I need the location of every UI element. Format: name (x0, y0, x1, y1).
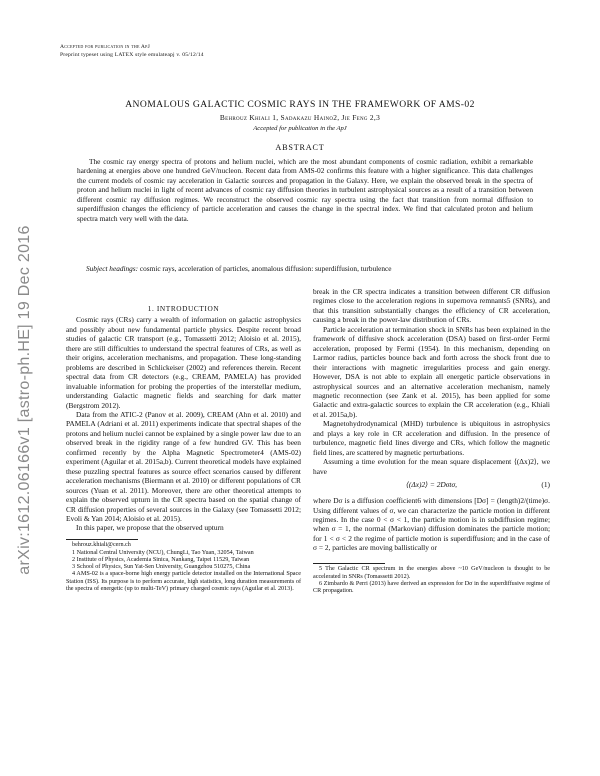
right-footnote-rule (313, 563, 385, 564)
footnote-4: 4 AMS-02 is a space-borne high energy particle detector installed on the International Space Station (ISS). Its purpose is to perform accurate, high statistics, long duration measurements of the spectra of energetic (up to multi-TeV) primary charged cosmic rays (Aguilar et al. 2013). (66, 571, 301, 592)
right-paragraph-3: Magnetohydrodynamical (MHD) turbulence is ubiquitous in astrophysics and plays a key role in CR acceleration and diffusion. In the presence of turbulence, magnetic field lines diverge and CRs, which follow the magnetic field lines, are scattered by magnetic perturbations. (313, 419, 550, 457)
subject-headings-label: Subject headings: (86, 264, 139, 273)
footnote-1: 1 National Central University (NCU), ChungLi, Tao Yuan, 32054, Taiwan (72, 549, 254, 556)
left-footnotes (66, 542, 301, 593)
right-footnotes (313, 566, 550, 595)
equation-1-number: (1) (541, 480, 550, 490)
abstract-heading: ABSTRACT (275, 143, 325, 152)
right-column (313, 287, 550, 595)
footnote-email[interactable]: behrouz.khiali@cern.ch (72, 542, 131, 549)
right-paragraph-1: break in the CR spectra indicates a transition between different CR diffusion regimes close to the acceleration regions in supernova remnants5 (SNRs), and that this transition substantially changes the efficiency of CR acceleration, causing a break in the power-law distribution of CRs. (313, 287, 550, 325)
journal-status-line: Accepted for publication in the ApJ (60, 44, 150, 50)
footnote-5: 5 The Galactic CR spectrum in the energies above ~10 GeV/nucleon is thought to be accelerated in SNRs (Tomassetti 2012). (313, 566, 550, 580)
abstract-text: The cosmic ray energy spectra of protons and helium nuclei, which are the most abundant components of cosmic radiation, exhibit a remarkable hardening at energies above one hundred GeV/nucleon. Recent data from AMS-02 confirms this feature with a higher significance. This data challenges the current models of cosmic ray acceleration in Galactic sources and propagation in the Galaxy. Here, we explain the observed break in the spectra of proton and helium nuclei in light of recent advances of cosmic ray diffusion theories in turbulent astrophysical sources as a result of a transition between different cosmic ray diffusion regimes. We reconstruct the observed cosmic ray spectra using the fact that transition from normal diffusion to superdiffusion changes the efficiency of particle acceleration and causes the change in the spectral index. We find that calculated proton and helium spectra match very well with the data. (77, 157, 533, 223)
section-heading-introduction: 1. INTRODUCTION (147, 304, 220, 313)
left-column (66, 304, 301, 593)
footnote-3: 3 School of Physics, Sun Yat-Sen University, Guangzhou 510275, China (72, 564, 251, 571)
intro-paragraph-2: Data from the ATIC-2 (Panov et al. 2009), CREAM (Ahn et al. 2010) and PAMELA (Adriani et al. 2011) experiments indicate that spectral shapes of the protons and helium nuclei cannot be explained by a single power law due to an observed break in the rigidity range of a few hundred GV. This has been confirmed recently by the Alpha Magnetic Spectrometer4 (AMS-02) experiment (Aguilar et al. 2015a,b). Current theoretical models have explained these puzzling spectral features as source effect scenarios caused by different acceleration mechanisms (Biermann et al. 2010) or different populations of CR sources (Yuan et al. 2011). Moreover, there are other theoretical attempts to explain the observed upturn in the CR spectra based on the spatial change of CR diffusion properties of several sources in the Galaxy (see Tomassetti 2012; Evoli & Yan 2014; Aloisio et al. 2015). (66, 409, 301, 523)
paper-authors: Behrouz Khiali 1, Sadakazu Haino2, Jie Feng 2,3 (219, 113, 381, 122)
arxiv-identifier-stamp[interactable] (14, 150, 36, 650)
subject-headings-text: cosmic rays, acceleration of particles, anomalous diffusion: superdiffusion, turbulence (138, 264, 392, 273)
arxiv-identifier-text: arXiv:1612.06166v1 [astro-ph.HE] 19 Dec 2016 (16, 225, 33, 575)
footnote-2: 2 Institute of Physics, Academia Sinica, Nankang, Taipei 11529, Taiwan (72, 556, 250, 563)
equation-1-body: ⟨(Δx)2⟩ = 2Dσtσ, (406, 480, 457, 490)
equation-1 (313, 480, 550, 491)
footnote-6: 6 Zimbardo & Perri (2013) have derived an expression for Dσ in the superdiffusive regime of CR propagation. (313, 580, 550, 595)
subject-headings (86, 264, 546, 273)
footnote-rule (66, 539, 138, 540)
intro-paragraph-3: In this paper, we propose that the observed upturn (76, 523, 224, 533)
right-paragraph-4: Assuming a time evolution for the mean square displacement ⟨(Δx)2⟩, we have (313, 457, 550, 476)
accepted-note: Accepted for publication in the ApJ (253, 125, 347, 132)
preprint-typeset-line: Preprint typeset using LATEX style emulateapj v. 05/12/14 (60, 52, 204, 58)
right-paragraph-2: Particle acceleration at termination shock in SNRs has been explained in the framework of diffusive shock acceleration (DSA) based on first-order Fermi acceleration, proposed by Fermi (1954). In this mechanism, depending on Larmor radius, particles bounce back and forth across the shock front due to their interactions with magnetic irregularities process and gain energy. However, DSA is not able to explain all energetic particle observations in astrophysical sources and an alternative acceleration mechanism, namely magnetic reconnection (see Zank et al. 2015), has been applied for some Galactic and extra-galactic sources to explain the CR acceleration (e.g., Khiali et al. 2015a,b). (313, 324, 550, 419)
intro-paragraph-1: Cosmic rays (CRs) carry a wealth of information on galactic astrophysics and possibly about new fundamental particle physics. Despite recent broad studies of galactic CR transport (e.g., Tomassetti 2012; Aloisio et al. 2015), there are still difficulties to understand the spectral features of CRs, as well as their origins, acceleration mechanisms, and propagation. These long-standing problems are described in Schlickeiser (2002) and references therein. Recent spectral data from CR detectors (e.g., CREAM, PAMELA) has provided invaluable information for probing the properties of the interstellar medium, understanding Galactic magnetic fields and searching for dark matter (Bergstrom 2012). (66, 315, 301, 410)
paper-title: ANOMALOUS GALACTIC COSMIC RAYS IN THE FRAMEWORK OF AMS-02 (125, 99, 475, 110)
right-paragraph-5: where Dσ is a diffusion coefficient6 with dimensions [Dσ] = (length)2/(time)σ. Using different values of σ, we can characterize the particle motion in different regimes. In the case 0 < σ < 1, the particle motion is in subdiffusion regime; when σ = 1, the normal (Markovian) diffusion dominates the particle motion; for 1 < σ < 2 the regime of particle motion is superdiffusion; and in the case of σ = 2, particles are moving ballistically or (313, 496, 550, 553)
